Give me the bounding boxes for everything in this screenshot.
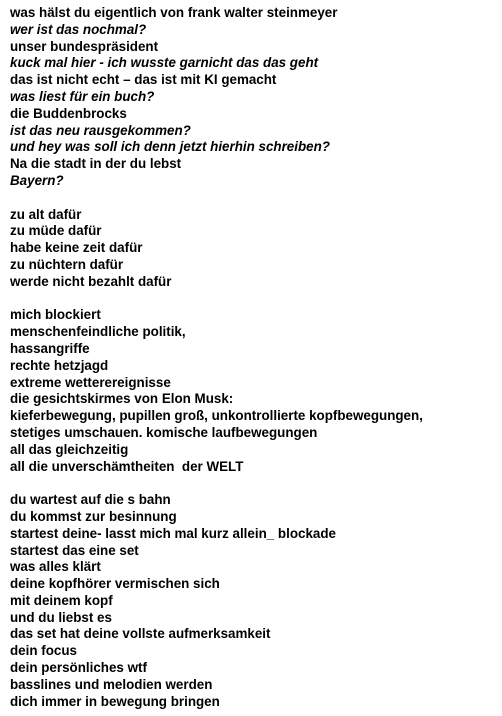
- stanza-gap: [10, 291, 498, 308]
- text-line: basslines und melodien werden: [10, 676, 213, 692]
- text-line: was liest für ein buch?: [10, 88, 155, 104]
- text-line: menschenfeindliche politik,: [10, 324, 186, 340]
- text-line: du kommst zur besinnung: [10, 508, 177, 524]
- text-line: werde nicht bezahlt dafür: [10, 273, 172, 289]
- text-line: kieferbewegung, pupillen groß, unkontrollierte kopfbewegungen,: [10, 408, 423, 424]
- text-line: das set hat deine vollste aufmerksamkeit: [10, 626, 271, 642]
- text-line: die gesichtskirmes von Elon Musk:: [10, 391, 234, 407]
- text-line: Bayern?: [10, 172, 64, 188]
- text-line: und hey was soll ich denn jetzt hierhin schreiben?: [10, 139, 330, 155]
- text-line: mit deinem kopf: [10, 592, 113, 608]
- text-line: ist das neu rausgekommen?: [10, 122, 191, 138]
- stanza: [10, 207, 498, 291]
- text-line: zu müde dafür: [10, 223, 102, 239]
- text-line: habe keine zeit dafür: [10, 240, 143, 256]
- text-line: extreme wetterereignisse: [10, 374, 171, 390]
- text-line: dich immer in bewegung bringen: [10, 693, 220, 709]
- text-line: startest deine- lasst mich mal kurz allein_ blockade: [10, 525, 336, 541]
- text-line: hassangriffe: [10, 340, 90, 356]
- text-line: startest das eine set: [10, 542, 139, 558]
- text-line: du wartest auf die s bahn: [10, 492, 171, 508]
- text-line: Na die stadt in der du lebst: [10, 156, 182, 172]
- text-line: dein persönliches wtf: [10, 660, 147, 676]
- stanza-gap: [10, 475, 498, 492]
- text-line: was hälst du eigentlich von frank walter steinmeyer: [10, 5, 338, 20]
- text-line: deine kopfhörer vermischen sich: [10, 576, 220, 592]
- text-line: und du liebst es: [10, 609, 112, 625]
- text-line: zu nüchtern dafür: [10, 256, 124, 272]
- text-line: all die unverschämtheiten der WELT: [10, 458, 244, 474]
- text-line: all das gleichzeitig: [10, 441, 129, 457]
- text-line: mich blockiert: [10, 307, 101, 323]
- document-body: [10, 5, 498, 710]
- stanza: [10, 307, 498, 475]
- text-line: rechte hetzjagd: [10, 357, 109, 373]
- text-line: dein focus: [10, 643, 77, 659]
- text-line: wer ist das nochmal?: [10, 21, 147, 37]
- text-line: unser bundespräsident: [10, 38, 159, 54]
- text-line: die Buddenbrocks: [10, 105, 127, 121]
- stanza: [10, 5, 498, 190]
- stanza: [10, 492, 498, 710]
- text-line: kuck mal hier - ich wusste garnicht das das geht: [10, 55, 319, 71]
- stanza-gap: [10, 190, 498, 207]
- text-line: das ist nicht echt – das ist mit KI gemacht: [10, 72, 277, 88]
- text-line: zu alt dafür: [10, 206, 82, 222]
- text-line: stetiges umschauen. komische laufbewegungen: [10, 424, 318, 440]
- text-line: was alles klärt: [10, 559, 101, 575]
